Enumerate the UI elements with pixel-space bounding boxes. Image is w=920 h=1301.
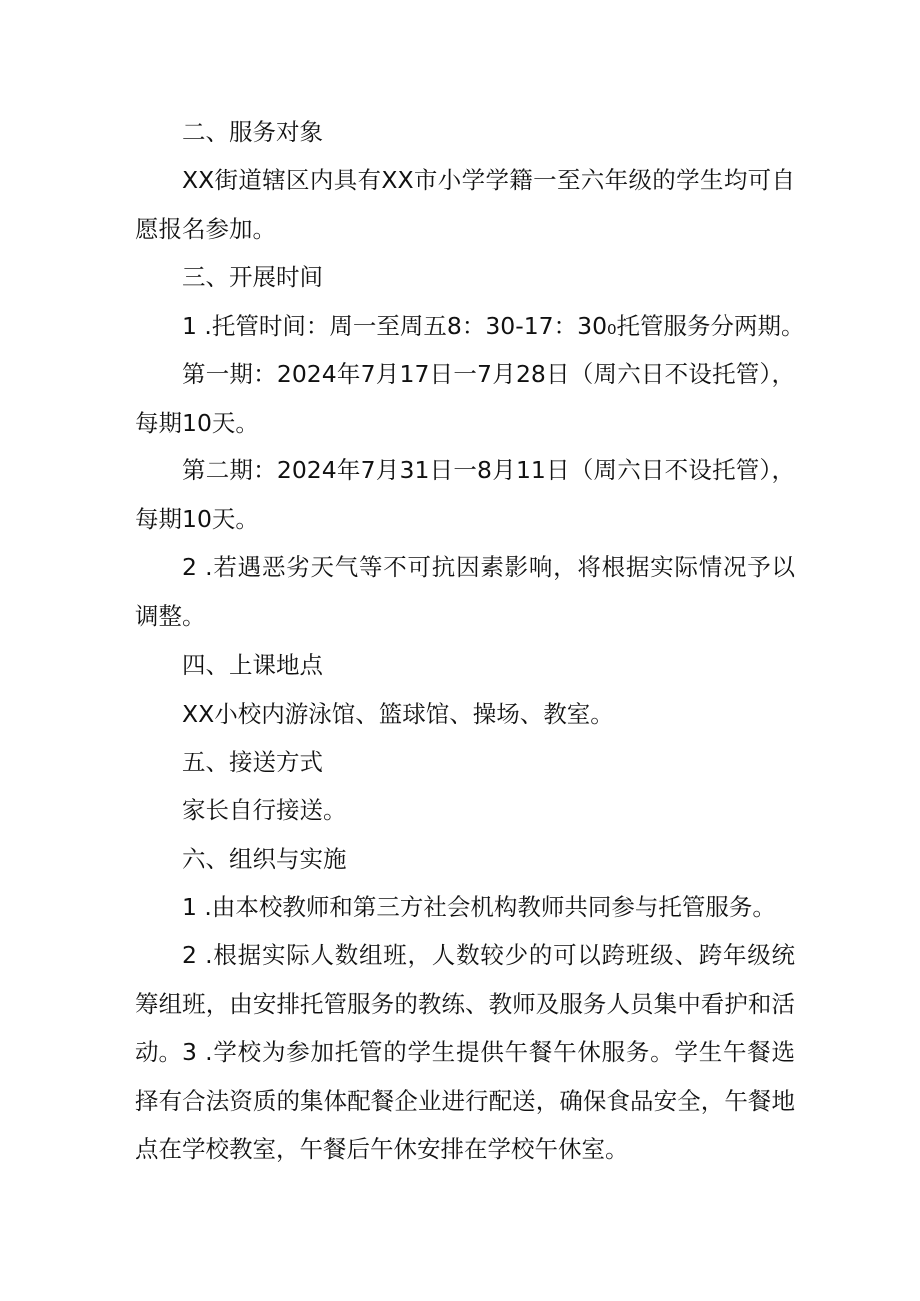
section-heading-location: 四、上课地点 [182,651,323,679]
paragraph-organization-item-1: 1 .由本校教师和第三方社会机构教师共同参与托管服务。 [182,893,776,921]
paragraph-schedule-item-1: 1 .托管时间：周一至周五8：30-17：30₀托管服务分两期。 [182,312,805,340]
paragraph-organization-item-3: 3 .学校为参加托管的学生提供午餐午休服务。学生午餐选择有合法资质的集体配餐企业进行配送，确保食品安全，午餐地点在学校教室，午餐后午休安排在学校午休室。 [135,1038,795,1163]
paragraph-schedule-period-2: 第二期：2024年7月31日一8月11日（周六日不设托管），每期10天。 [135,456,795,533]
paragraph-organization-item-2: 2 .根据实际人数组班，人数较少的可以跨班级、跨年级统筹组班，由安排托管服务的教练、教师及服务人员集中看护和活动。 [135,941,795,1066]
section-heading-transport: 五、接送方式 [182,748,323,776]
paragraph-location: XX小校内游泳馆、篮球馆、操场、教室。 [182,700,614,728]
section-heading-service-target: 二、服务对象 [182,118,323,146]
paragraph-schedule-period-1: 第一期：2024年7月17日一7月28日（周六日不设托管），每期10天。 [135,360,795,437]
section-heading-organization: 六、组织与实施 [182,845,347,873]
section-heading-schedule: 三、开展时间 [182,263,323,291]
paragraph-service-target: XX街道辖区内具有XX市小学学籍一至六年级的学生均可自愿报名参加。 [135,166,795,243]
paragraph-transport: 家长自行接送。 [182,796,347,824]
paragraph-schedule-item-2: 2 .若遇恶劣天气等不可抗因素影响，将根据实际情况予以调整。 [135,553,795,630]
